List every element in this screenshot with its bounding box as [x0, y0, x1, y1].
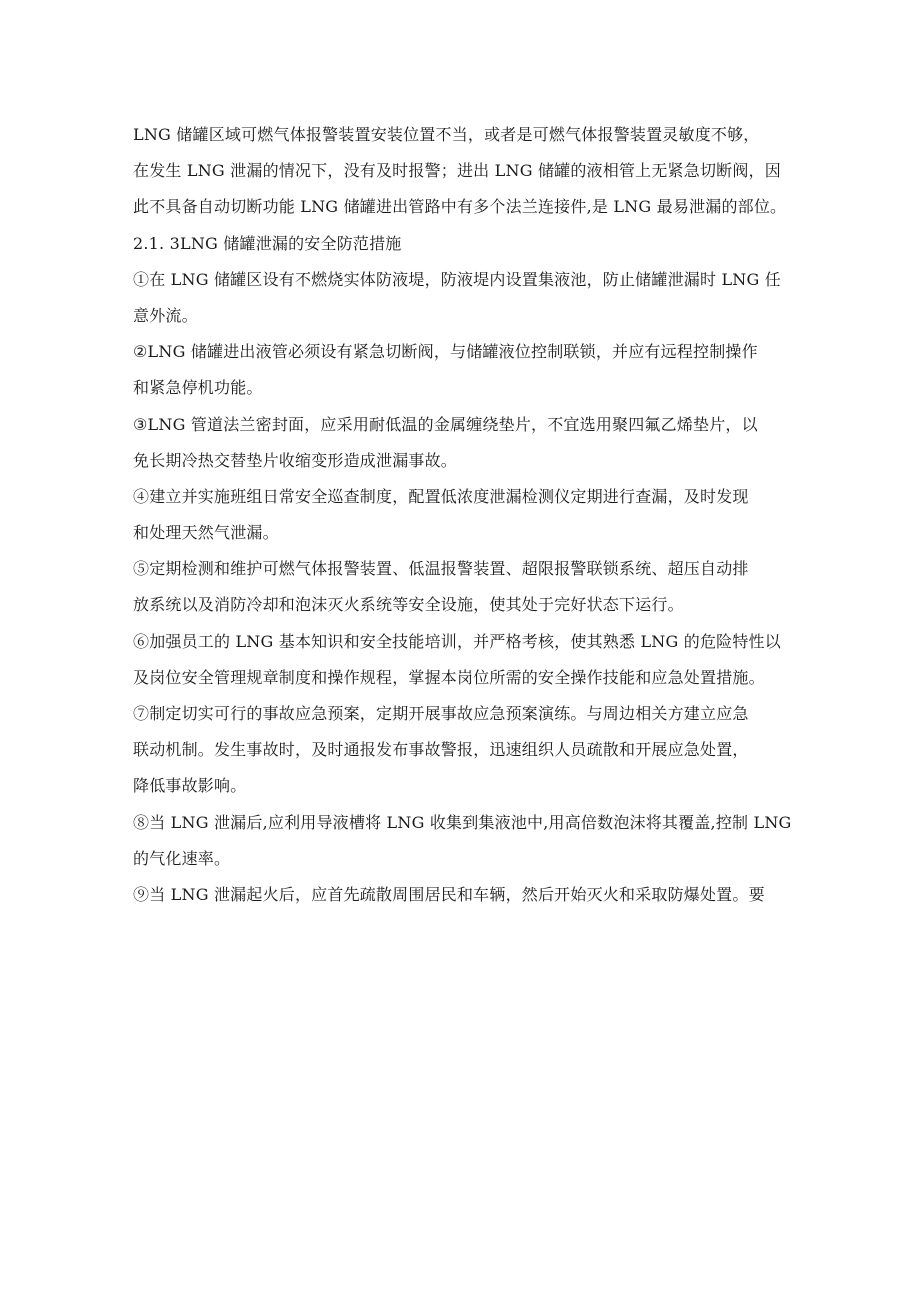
list-item-9-line: ⑨当 LNG 泄漏起火后，应首先疏散周围居民和车辆，然后开始灭火和采取防爆处置。要	[133, 884, 765, 904]
list-item-4-line: ④建立并实施班组日常安全巡查制度，配置低浓度泄漏检测仪定期进行查漏，及时发现	[133, 486, 749, 506]
list-item-7-line: ⑦制定切实可行的事故应急预案，定期开展事故应急预案演练。与周边相关方建立应急	[133, 704, 749, 723]
list-item-4-line: 和处理天然气泄漏。	[133, 523, 279, 543]
list-item-3-line: 免长期冷热交替垫片收缩变形造成泄漏事故。	[133, 450, 458, 470]
list-item-1-line: 意外流。	[133, 305, 198, 325]
list-item-8-line: 的气化速率。	[133, 848, 231, 868]
list-item-2-line: ②LNG 储罐进出液管必须设有紧急切断阀，与储罐液位控制联锁，并应有远程控制操作	[133, 342, 758, 362]
list-item-5-line: 放系统以及消防冷却和泡沫灭火系统等安全设施，使其处于完好状态下运行。	[133, 595, 684, 615]
list-item-3-line: ③LNG 管道法兰密封面，应采用耐低温的金属缠绕垫片，不宜选用聚四氟乙烯垫片，以	[133, 414, 758, 434]
text-line: 此不具备自动切断功能 LNG 储罐进出管路中有多个法兰连接件,是 LNG 最易泄漏的部位。	[133, 197, 787, 217]
list-item-6-line: ⑥加强员工的 LNG 基本知识和安全技能培训，并严格考核，使其熟悉 LNG 的危险特性以	[133, 631, 781, 651]
text-line: LNG 储罐区域可燃气体报警装置安装位置不当，或者是可燃气体报警装置灵敏度不够，	[133, 125, 760, 144]
list-item-6-line: 及岗位安全管理规章制度和操作规程，掌握本岗位所需的安全操作技能和应急处置措施。	[133, 667, 765, 687]
body-text	[133, 117, 813, 913]
list-item-7-line: 联动机制。发生事故时，及时通报发布事故警报，迅速组织人员疏散和开展应急处置，	[133, 740, 749, 760]
list-item-2-line: 和紧急停机功能。	[133, 378, 263, 398]
list-item-1-line: ①在 LNG 储罐区设有不燃烧实体防液堤，防液堤内设置集液池，防止储罐泄漏时 LNG 任	[133, 269, 781, 289]
list-item-5-line: ⑤定期检测和维护可燃气体报警装置、低温报警装置、超限报警联锁系统、超压自动排	[133, 559, 749, 579]
text-line: 在发生 LNG 泄漏的情况下，没有及时报警；进出 LNG 储罐的液相管上无紧急切断阀，因	[133, 161, 781, 181]
list-item-7-line: 降低事故影响。	[133, 776, 247, 796]
section-heading: 2.1. 3LNG 储罐泄漏的安全防范措施	[133, 233, 402, 253]
list-item-8-line: ⑧当 LNG 泄漏后,应利用导液槽将 LNG 收集到集液池中,用高倍数泡沫将其覆盖,控制 LNG	[133, 812, 792, 832]
